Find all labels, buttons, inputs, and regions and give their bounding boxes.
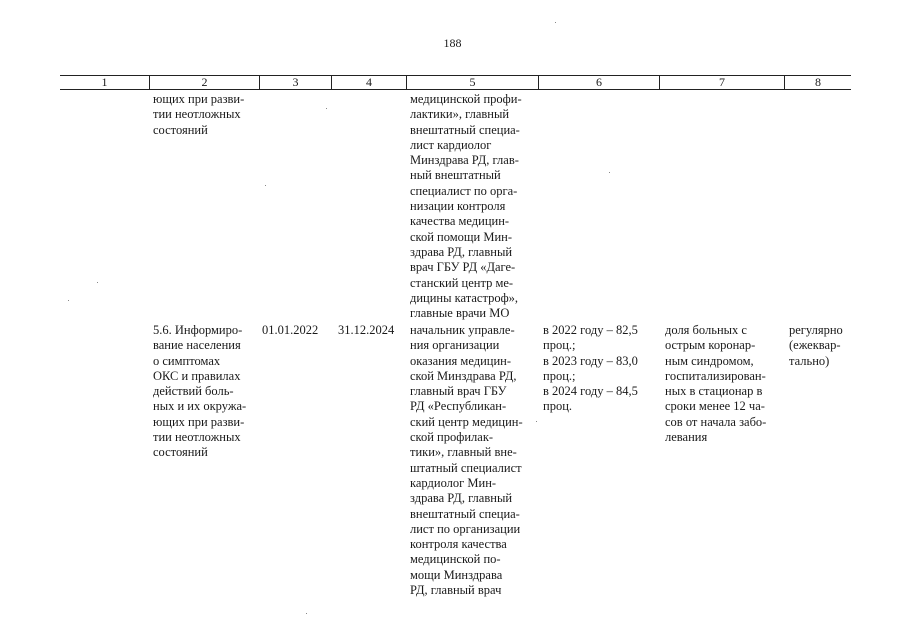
column-header-2: 2 <box>201 75 208 89</box>
row-5-6-end-date: 31.12.2024 <box>338 323 395 337</box>
continued-row-responsible-text: медицинской профи- лактики», главный внештатный специа- лист кардиолог Минздрава РД, глав- ный внештатный специалист по орга- низации контроля качества медицин- ской помощи Мин- здрава РД, главный врач ГБУ РД «Даге- станский центр ме- дицины катастроф», главные врачи МО <box>410 92 522 321</box>
column-header-7: 7 <box>719 75 725 89</box>
row-5-6-responsible: начальник управле- ния организации оказания медицин- ской Минздрава РД, главный врач ГБУ РД «Республикан- ский центр медицин- ской профилак- тики», главный вне- штатный специалист кардиолог Мин- здрава РД, главный внештатный специа- лист по организации контроля качества медицинской по- мощи Минздрава РД, главный врач <box>410 323 523 598</box>
scan-speck <box>536 421 537 422</box>
scan-speck <box>306 613 307 614</box>
row-5-6-measure: 5.6. Информиро- вание населения о симптомах ОКС и правилах действий боль- ных и их окружа- ющих при разви- тии неотложных состояний <box>153 323 247 460</box>
table-header-row <box>60 75 851 90</box>
column-header-1: 1 <box>101 75 108 89</box>
scan-speck <box>265 185 266 186</box>
column-header-6: 6 <box>596 75 602 89</box>
column-header-8: 8 <box>815 75 821 89</box>
scan-speck <box>609 172 610 173</box>
row-5-6-frequency: регулярно (ежеквар- тально) <box>789 323 843 368</box>
column-header-5: 5 <box>469 75 476 89</box>
scan-speck <box>326 108 327 109</box>
row-5-6-target-values: в 2022 году – 82,5 проц.; в 2023 году – 83,0 проц.; в 2024 году – 84,5 проц. <box>543 323 638 414</box>
row-5-6-start-date: 01.01.2022 <box>262 323 319 337</box>
scan-speck <box>97 282 98 283</box>
scan-speck <box>555 22 556 23</box>
column-header-3: 3 <box>292 75 299 89</box>
column-header-4: 4 <box>366 75 372 89</box>
row-5-6-indicator: доля больных с острым коронар- ным синдромом, госпитализирован- ных в стационар в сроки менее 12 ча- сов от начала забо- левания <box>665 323 767 445</box>
page-number: 188 <box>443 36 462 50</box>
scan-speck <box>68 300 69 301</box>
continued-row-measure-text: ющих при разви- тии неотложных состояний <box>153 92 245 137</box>
